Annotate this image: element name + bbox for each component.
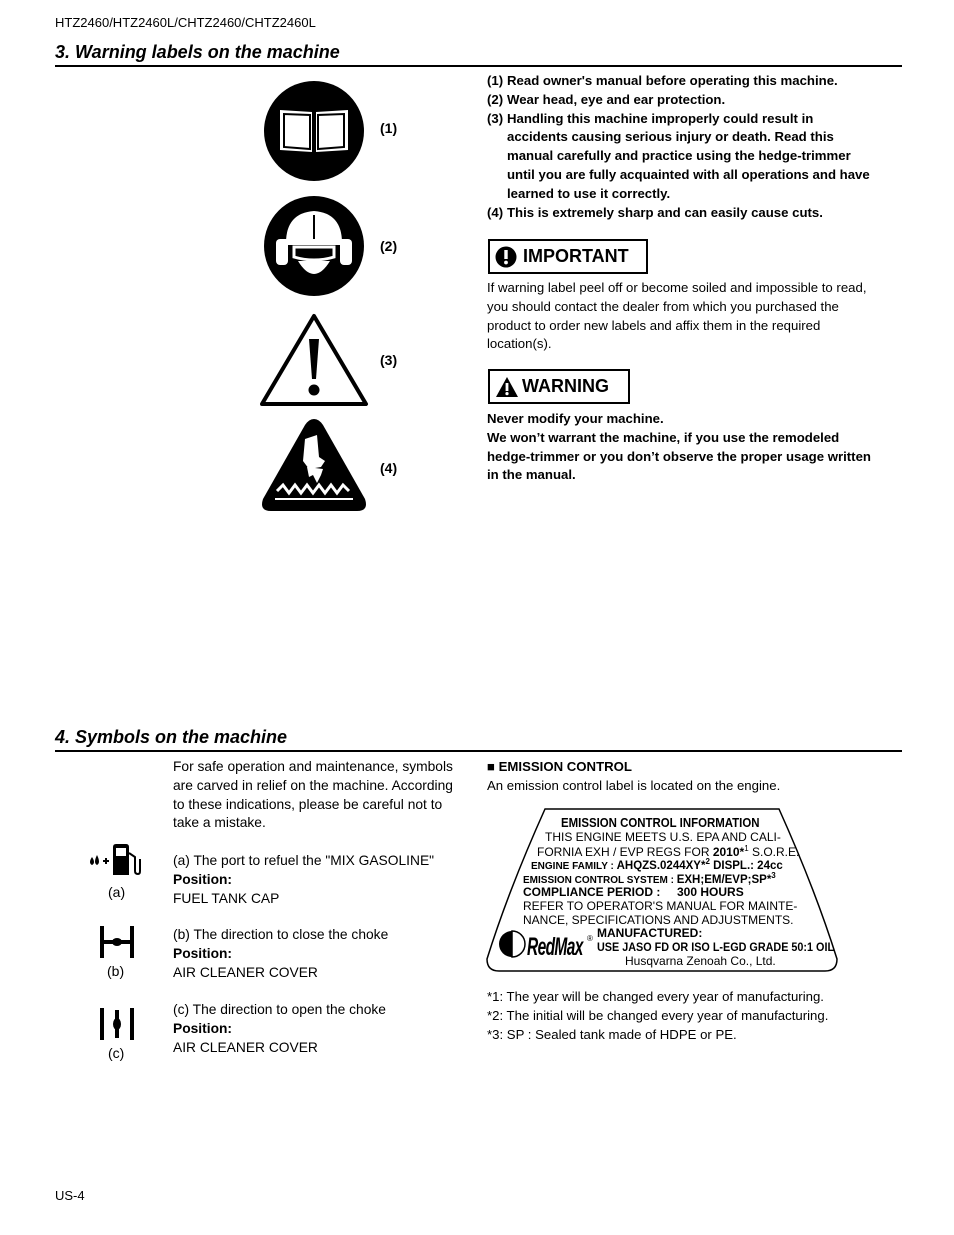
- symbol-c-description: (c) The direction to open the choke Position: AIR CLEANER COVER: [173, 1002, 386, 1055]
- important-title: IMPORTANT: [523, 246, 629, 266]
- info-exclamation-icon: [495, 246, 517, 268]
- sharp-blade-hand-icon: [259, 417, 369, 518]
- choke-close-icon: [99, 925, 135, 964]
- emission-footnotes: *1: The year will be changed every year of manufacturing. *2: The initial will be changed every year of manufacturing. *3: SP : Sealed tank made of HDPE or PE.: [487, 989, 829, 1042]
- emission-label-title: EMISSION CONTROL INFORMATION: [561, 815, 760, 830]
- description-3: (3) Handling this machine improperly could result in accidents causing serious injury or death. Read this manual carefully and practice using the hedge-trimmer until you are fully acquainted with all operations and have learned to use it correctly.: [487, 110, 870, 201]
- emission-text: An emission control label is located on the engine.: [487, 778, 781, 793]
- section-3-rule: [55, 65, 902, 67]
- page-number: US-4: [55, 1188, 85, 1203]
- warning-title: WARNING: [522, 376, 609, 396]
- emission-control-label: EMISSION CONTROL INFORMATION THIS ENGINE MEETS U.S. EPA AND CALI- FORNIA EXH / EVP REGS FOR 2010*$^1$ S.O.R.E. ENGINE FAMILY : AHQZS.0244XY*$^2$ DISPL.: 24cc EMISSION CONTROL SYSTEM : EXH;EM/EVP;SP*$^3$ COMPLIANCE PERIOD : 300 HOURS REFER TO OPERATOR'S MANUAL FOR MAINTE- NANCE, SPECIFICATIONS AND ADJUSTMENTS. RedMax ® MANUFACTURED: USE JASO FD OR ISO L-EGD GRADE 50:1 OIL Husqvarna Zenoah Co., Ltd.: [485, 805, 839, 975]
- description-1: (1) Read owner's manual before operating this machine.: [487, 73, 838, 88]
- warning-text: Never modify your machine. We won’t warrant the machine, if you use the remodeled hedge-trimmer or you don’t observe the proper usage written in the manual.: [487, 411, 871, 483]
- symbol-caption-a: (a): [108, 884, 126, 900]
- emission-heading: ■ EMISSION CONTROL: [487, 759, 632, 774]
- section-3-title: 3. Warning labels on the machine: [55, 42, 340, 62]
- description-2: (2) Wear head, eye and ear protection.: [487, 91, 726, 107]
- redmax-brand: RedMax: [527, 933, 583, 961]
- warning-label-descriptions: [487, 72, 902, 222]
- label-number-3: (3): [380, 352, 398, 368]
- fuel-icon: [88, 843, 142, 882]
- symbols-intro: For safe operation and maintenance, symbols are carved in relief on the machine. According to these indications, please be careful not to take a mistake.: [173, 759, 453, 831]
- document-header: HTZ2460/HTZ2460L/CHTZ2460/CHTZ2460L: [55, 15, 316, 30]
- label-number-1: (1): [380, 120, 398, 136]
- symbol-b-description: (b) The direction to close the choke Position: AIR CLEANER COVER: [173, 927, 389, 980]
- important-text: If warning label peel off or become soiled and impossible to read, you should contact the dealer from which you purchased the product to order new labels and affix them in the required location(s).: [487, 280, 867, 352]
- symbol-caption-c: (c): [108, 1045, 125, 1061]
- section-4-title: 4. Symbols on the machine: [55, 727, 288, 747]
- label-number-2: (2): [380, 238, 398, 254]
- exclamation-triangle-icon: [259, 313, 369, 412]
- section-4-rule: [55, 750, 902, 752]
- label-number-4: (4): [380, 460, 398, 476]
- important-notice-box: [488, 239, 648, 274]
- redmax-logo-icon: [497, 929, 527, 959]
- book-icon: [262, 80, 366, 187]
- warning-notice-box: [488, 369, 630, 404]
- description-4: (4) This is extremely sharp and can easily cause cuts.: [487, 204, 823, 220]
- choke-open-icon: [99, 1007, 135, 1046]
- symbol-caption-b: (b): [107, 963, 125, 979]
- symbol-a-description: (a) The port to refuel the "MIX GASOLINE" Position: FUEL TANK CAP: [173, 853, 435, 906]
- helmet-protection-icon: [262, 195, 366, 302]
- warning-triangle-icon: [495, 376, 519, 398]
